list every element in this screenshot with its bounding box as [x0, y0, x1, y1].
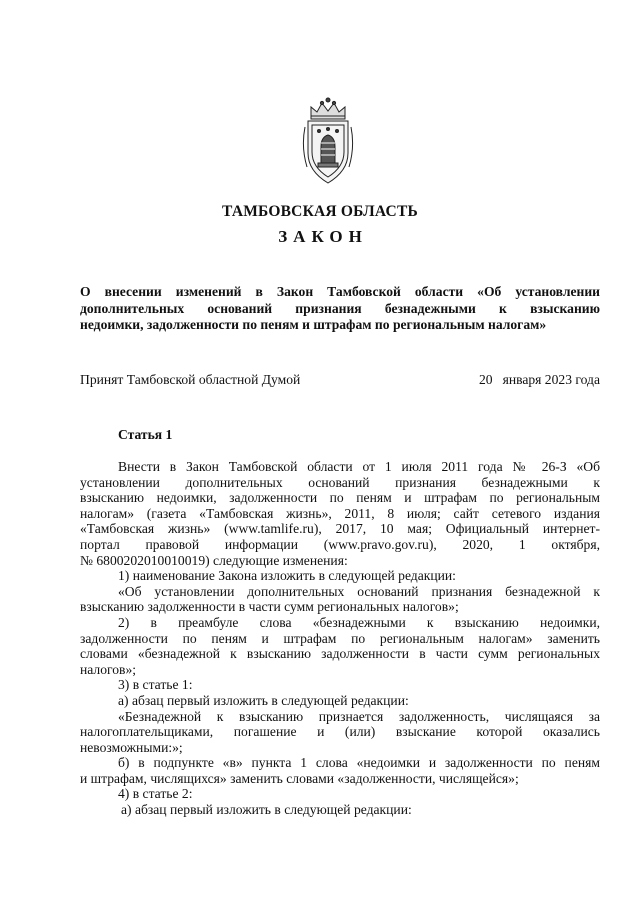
body-line: установлении дополнительных оснований признания безнадежными к: [80, 474, 600, 490]
body-line: а) абзац первый изложить в следующей редакции:: [121, 802, 412, 818]
body-line: а) абзац первый изложить в следующей редакции:: [118, 692, 409, 708]
title-line: недоимки, задолженности по пеням и штрафам по региональным налогам»: [80, 317, 547, 332]
body-line: и штрафам, числящихся» заменить словами «задолженности, числящейся»;: [80, 770, 519, 786]
body-line: взысканию задолженности в части сумм региональных налогов»;: [80, 599, 459, 615]
article-body: [80, 459, 600, 818]
body-line: 2) в преамбуле слова «безнадежными к взысканию недоимки,: [118, 614, 600, 630]
adoption-date: [479, 372, 600, 388]
adoption-day: 20: [478, 372, 493, 387]
article-heading: Статья 1: [118, 427, 173, 442]
body-line: 3) в статье 1:: [118, 677, 193, 693]
body-line: налогов»;: [80, 661, 137, 677]
body-line: словами «безнадежной к взысканию задолженности в части сумм региональных: [80, 646, 600, 662]
body-line: 1) наименование Закона изложить в следующей редакции:: [118, 568, 456, 584]
body-line: «Об установлении дополнительных оснований признания безнадежной к: [118, 583, 600, 599]
body-line: «Безнадежной к взысканию признается задолженность, числящаяся за: [118, 708, 600, 724]
title-line: О внесении изменений в Закон Тамбовской области «Об установлении: [80, 284, 600, 299]
body-line: «Тамбовская жизнь» (www.tamlife.ru), 2017, 10 мая; Официальный интернет-: [80, 521, 600, 537]
body-line: Внести в Закон Тамбовской области от 1 июля 2011 года № 26-З «Об: [118, 459, 600, 474]
body-line: задолженности по пеням и штрафам по региональным налогам» заменить: [80, 630, 600, 646]
law-title: [80, 284, 600, 334]
body-line: № 6800202010010019) следующие изменения:: [80, 552, 348, 568]
body-line: налогоплательщиками, погашение и (или) взыскание которой оказались: [80, 724, 600, 740]
body-line: взысканию недоимки, задолженности по пеням и штрафам по региональным: [80, 490, 600, 506]
body-line: невозможными:»;: [80, 739, 183, 755]
tambov-coat-of-arms-icon: [299, 97, 357, 187]
adoption-month-year: января 2023 года: [502, 372, 600, 387]
title-line: дополнительных оснований признания безнадежными к взысканию: [80, 300, 600, 316]
body-line: портал правовой информации (www.pravo.gov.ru), 2020, 1 октября,: [80, 536, 600, 552]
document-type: ЗАКОН: [278, 227, 368, 246]
body-line: налогам» (газета «Тамбовская жизнь», 2011, 8 июля; сайт сетевого издания: [80, 505, 600, 521]
region-name: ТАМБОВСКАЯ ОБЛАСТЬ: [222, 203, 418, 220]
adopted-by: Принят Тамбовской областной Думой: [80, 372, 301, 387]
body-line: б) в подпункте «в» пункта 1 слова «недоимки и задолженности по пеням: [118, 755, 600, 771]
body-line: 4) в статье 2:: [118, 786, 193, 802]
